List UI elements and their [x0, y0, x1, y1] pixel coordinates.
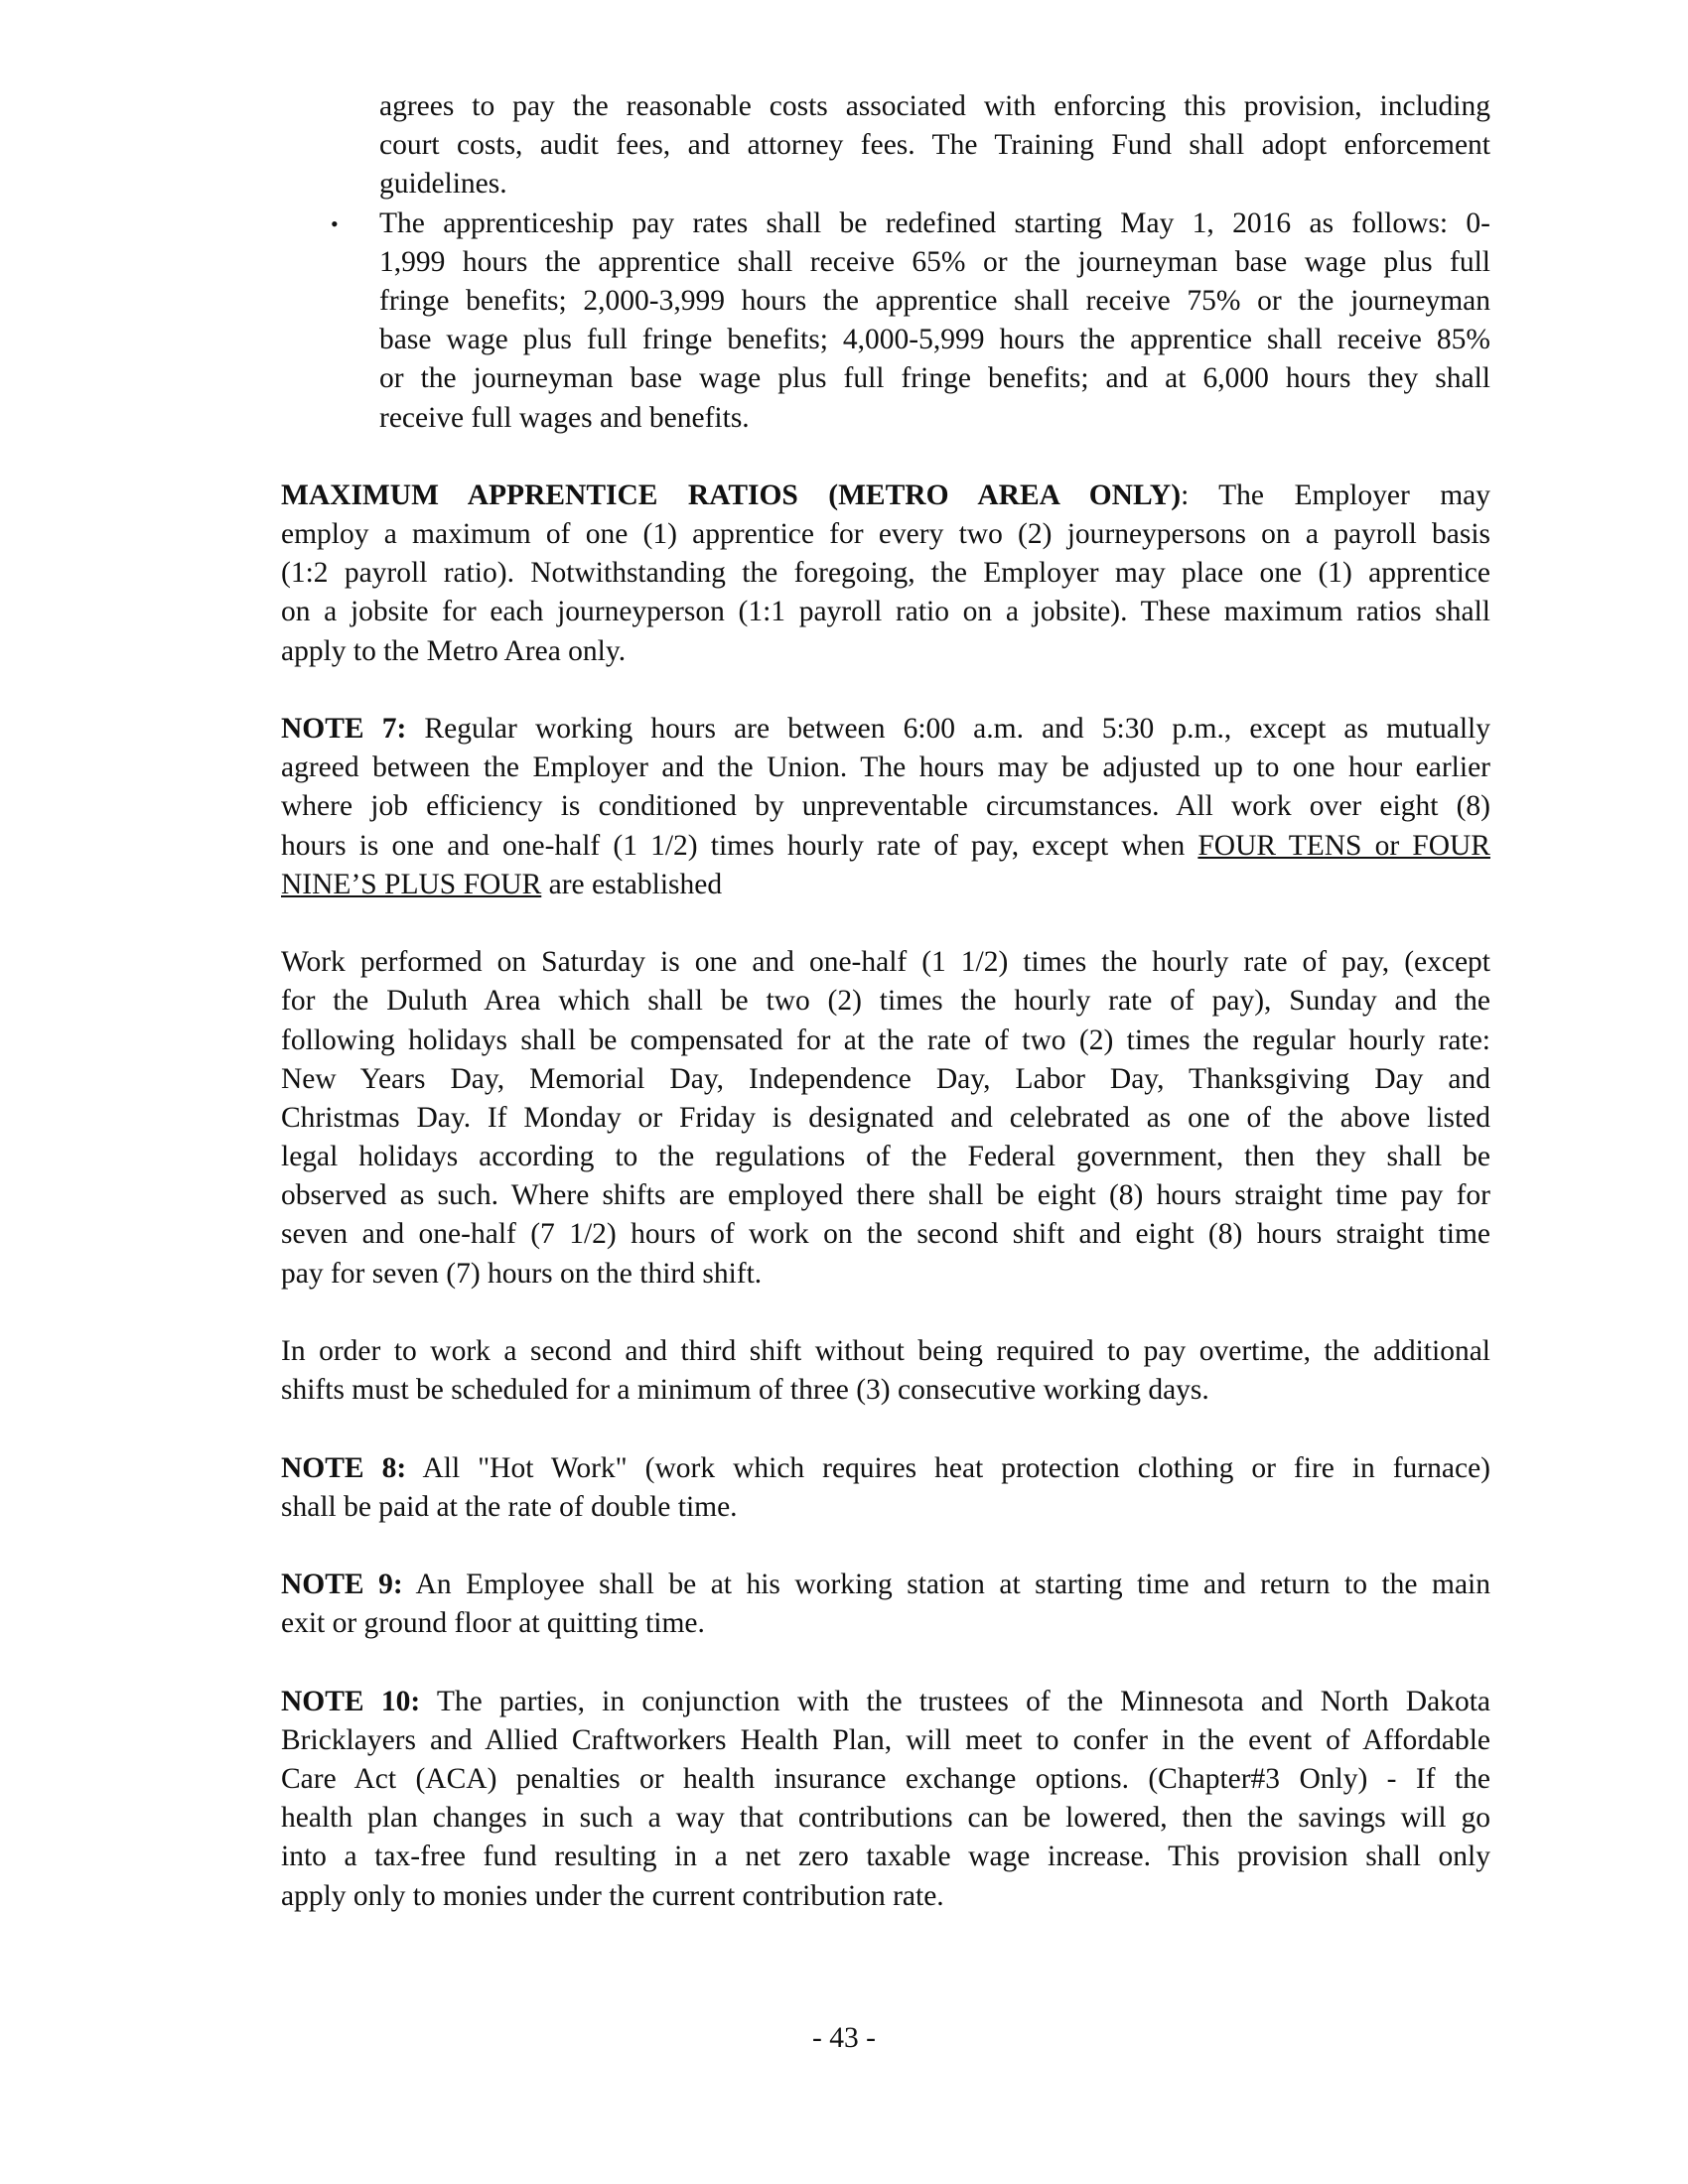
text-run: guidelines. [379, 168, 507, 201]
section-heading: NOTE 7: [281, 713, 407, 745]
text-run: base wage plus full fringe benefits; 4,000-5,999 hours the apprentice shall receive 85% [379, 324, 1490, 356]
text-line [281, 1760, 1490, 1799]
text-line [281, 1255, 1490, 1294]
text-line [379, 282, 1490, 321]
text-line [281, 1566, 1490, 1604]
text-line [281, 1683, 1490, 1721]
text-run: : The Employer may [1181, 478, 1491, 511]
text-run: New Years Day, Memorial Day, Independence Day, Labor Day, Thanksgiving Day and [281, 1062, 1490, 1095]
text-line [281, 1877, 1490, 1916]
bullet-icon: • [331, 210, 339, 236]
text-run: court costs, audit fees, and attorney fees. The Training Fund shall adopt enforcement [379, 129, 1490, 162]
text-run: exit or ground floor at quitting time. [281, 1607, 705, 1640]
text-run: Care Act (ACA) penalties or health insurance exchange options. (Chapter#3 Only) - If the [281, 1763, 1490, 1796]
text-line [281, 1488, 1490, 1527]
text-line [281, 1215, 1490, 1254]
text-run: employ a maximum of one (1) apprentice for every two (2) journeypersons on a payroll basis [281, 518, 1490, 551]
text-line [281, 787, 1490, 826]
text-run: 1,999 hours the apprentice shall receive 65% or the journeyman base wage plus full [379, 245, 1490, 278]
paragraph-spacer [281, 671, 1490, 710]
paragraph [281, 943, 1490, 1294]
text-run: are established [541, 868, 723, 900]
text-run: on a jobsite for each journeyperson (1:1 payroll ratio on a jobsite). These maximum ratios shall [281, 596, 1490, 628]
paragraph-spacer [281, 904, 1490, 943]
section-heading: NOTE 8: [281, 1451, 407, 1484]
text-line [281, 1449, 1490, 1488]
text-line [281, 982, 1490, 1021]
text-line [281, 593, 1490, 631]
text-line [281, 710, 1490, 749]
paragraph [281, 1449, 1490, 1527]
text-line [281, 827, 1490, 866]
text-run: The parties, in conjunction with the trustees of the Minnesota and North Dakota [420, 1685, 1490, 1717]
text-line [281, 1176, 1490, 1215]
text-line [281, 554, 1490, 593]
text-run: pay for seven (7) hours on the third shift. [281, 1257, 763, 1290]
text-run: In order to work a second and third shift without being required to pay overtime, the additional [281, 1335, 1490, 1367]
text-run: receive full wages and benefits. [379, 401, 750, 434]
text-line [281, 1721, 1490, 1760]
underlined-text: NINE’S PLUS FOUR [281, 868, 542, 900]
text-run: legal holidays according to the regulations of the Federal government, then they shall be [281, 1141, 1490, 1173]
paragraph [281, 1683, 1490, 1916]
text-run: All "Hot Work" (work which requires heat protection clothing or fire in furnace) [406, 1451, 1490, 1484]
text-line [281, 477, 1490, 515]
text-line [379, 243, 1490, 282]
text-line [281, 1022, 1490, 1060]
text-line [281, 1138, 1490, 1176]
text-run: Work performed on Saturday is one and one-half (1 1/2) times the hourly rate of pay, (except [281, 946, 1490, 979]
text-line [281, 1799, 1490, 1838]
paragraph [281, 710, 1490, 904]
text-line [379, 126, 1490, 165]
text-run: seven and one-half (7 1/2) hours of work on the second shift and eight (8) hours straight time [281, 1218, 1490, 1251]
bullet-item [331, 205, 1490, 438]
paragraph [281, 1566, 1490, 1643]
section-heading: MAXIMUM APPRENTICE RATIOS (METRO AREA ONLY) [281, 478, 1182, 511]
underlined-text: FOUR TENS or FOUR [1197, 829, 1490, 862]
text-line [281, 943, 1490, 982]
text-run: fringe benefits; 2,000-3,999 hours the apprentice shall receive 75% or the journeyman [379, 284, 1490, 317]
text-line [379, 165, 1490, 204]
text-line [281, 1060, 1490, 1099]
text-line [281, 632, 1490, 671]
text-line [281, 1099, 1490, 1138]
text-line [281, 749, 1490, 787]
document-body [281, 87, 1490, 1916]
section-heading: NOTE 10: [281, 1685, 421, 1717]
text-run: apply to the Metro Area only. [281, 634, 627, 667]
text-run: into a tax-free fund resulting in a net zero taxable wage increase. This provision shall only [281, 1841, 1490, 1873]
text-run: where job efficiency is conditioned by unpreventable circumstances. All work over eight (8) [281, 790, 1490, 823]
text-run: Regular working hours are between 6:00 a.m. and 5:30 p.m., except as mutually [406, 713, 1490, 745]
text-line [379, 399, 1490, 438]
text-line [281, 515, 1490, 554]
text-run: (1:2 payroll ratio). Notwithstanding the foregoing, the Employer may place one (1) apprentice [281, 557, 1490, 590]
text-run: hours is one and one-half (1 1/2) times hourly rate of pay, except when [281, 829, 1198, 862]
text-run: agreed between the Employer and the Union. The hours may be adjusted up to one hour earlier [281, 751, 1490, 784]
paragraph [281, 477, 1490, 671]
paragraph-spacer [281, 1410, 1490, 1448]
text-line [281, 1332, 1490, 1371]
text-line [379, 321, 1490, 359]
paragraph-spacer [281, 1644, 1490, 1683]
text-line [281, 1838, 1490, 1876]
text-line [281, 1604, 1490, 1643]
text-run: health plan changes in such a way that contributions can be lowered, then the savings will go [281, 1802, 1490, 1835]
text-run: An Employee shall be at his working station at starting time and return to the main [402, 1569, 1490, 1601]
text-line [281, 866, 1490, 904]
paragraph-spacer [281, 1527, 1490, 1566]
text-run: agrees to pay the reasonable costs associated with enforcing this provision, including [379, 90, 1490, 122]
text-run: Bricklayers and Allied Craftworkers Health Plan, will meet to confer in the event of Affordable [281, 1723, 1490, 1756]
paragraph [281, 1332, 1490, 1410]
text-line [379, 359, 1490, 398]
section-heading: NOTE 9: [281, 1569, 403, 1601]
text-run: following holidays shall be compensated for at the rate of two (2) times the regular hourly rate: [281, 1024, 1490, 1056]
text-run: shifts must be scheduled for a minimum of three (3) consecutive working days. [281, 1374, 1209, 1407]
paragraph-spacer [281, 438, 1490, 477]
text-run: observed as such. Where shifts are employed there shall be eight (8) hours straight time pay for [281, 1179, 1490, 1212]
text-line [281, 1371, 1490, 1410]
text-line [379, 87, 1490, 126]
text-run: or the journeyman base wage plus full fringe benefits; and at 6,000 hours they shall [379, 362, 1490, 395]
text-run: shall be paid at the rate of double time. [281, 1490, 738, 1523]
text-run: for the Duluth Area which shall be two (2) times the hourly rate of pay), Sunday and the [281, 985, 1490, 1018]
page-number: - 43 - [812, 2022, 876, 2054]
continued-bullet-text [379, 87, 1490, 205]
text-run: apply only to monies under the current contribution rate. [281, 1879, 944, 1912]
paragraph-spacer [281, 1294, 1490, 1332]
text-run: The apprenticeship pay rates shall be redefined starting May 1, 2016 as follows: 0- [379, 206, 1490, 239]
text-line [379, 205, 1490, 243]
text-run: Christmas Day. If Monday or Friday is designated and celebrated as one of the above listed [281, 1101, 1490, 1134]
